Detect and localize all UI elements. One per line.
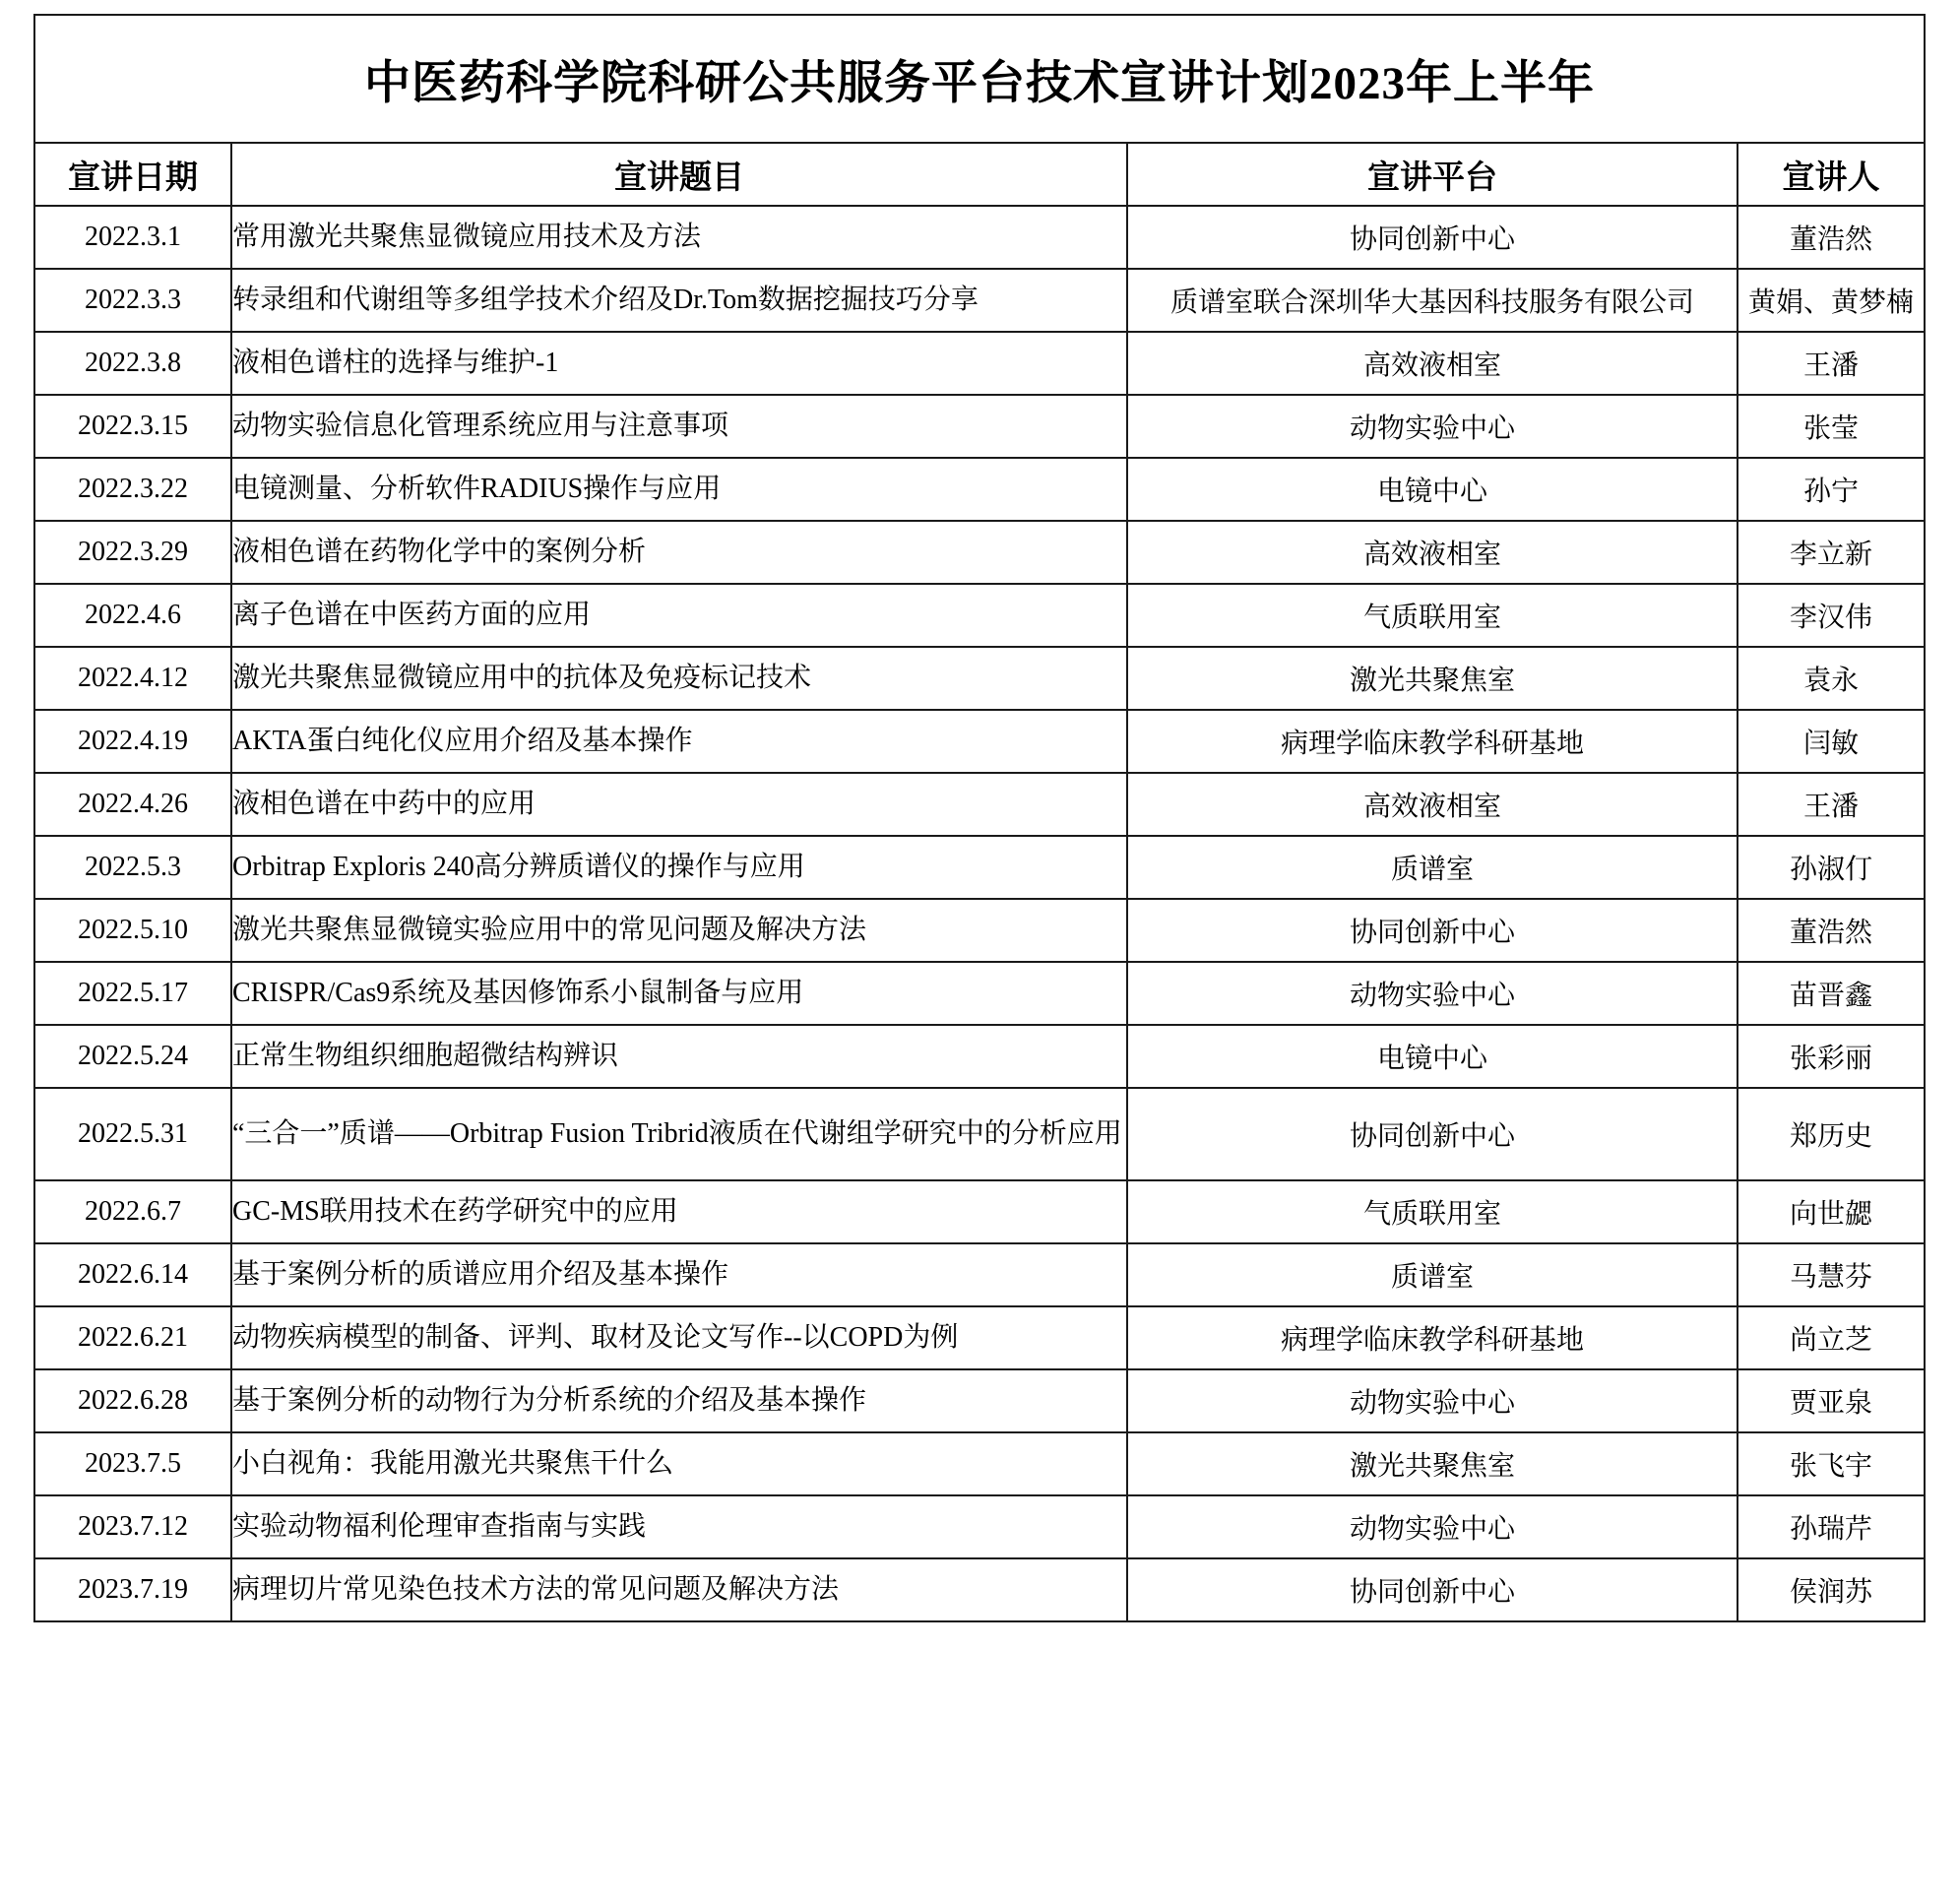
- cell-speaker: 贾亚泉: [1738, 1369, 1925, 1432]
- table-row: [34, 899, 1925, 962]
- cell-date: 2022.4.12: [34, 647, 231, 710]
- cell-date: 2022.6.7: [34, 1180, 231, 1243]
- cell-platform: 电镜中心: [1127, 1025, 1738, 1088]
- schedule-table-body: [34, 15, 1925, 1621]
- table-row: [34, 836, 1925, 899]
- cell-date: 2022.5.17: [34, 962, 231, 1025]
- cell-topic: Orbitrap Exploris 240高分辨质谱仪的操作与应用: [231, 836, 1127, 899]
- cell-topic: 转录组和代谢组等多组学技术介绍及Dr.Tom数据挖掘技巧分享: [231, 269, 1127, 332]
- table-row: [34, 710, 1925, 773]
- cell-platform: 质谱室联合深圳华大基因科技服务有限公司: [1127, 269, 1738, 332]
- cell-platform: 激光共聚焦室: [1127, 647, 1738, 710]
- table-row: [34, 647, 1925, 710]
- table-row: [34, 1558, 1925, 1621]
- cell-speaker: 侯润苏: [1738, 1558, 1925, 1621]
- cell-speaker: 王潘: [1738, 332, 1925, 395]
- cell-platform: 病理学临床教学科研基地: [1127, 710, 1738, 773]
- cell-speaker: 孙瑞芹: [1738, 1495, 1925, 1558]
- table-row: [34, 206, 1925, 269]
- cell-topic: “三合一”质谱——Orbitrap Fusion Tribrid液质在代谢组学研究中的分析应用: [231, 1088, 1127, 1180]
- cell-speaker: 张莹: [1738, 395, 1925, 458]
- table-row: [34, 1088, 1925, 1180]
- cell-platform: 高效液相室: [1127, 332, 1738, 395]
- title-row: [34, 15, 1925, 143]
- cell-platform: 动物实验中心: [1127, 962, 1738, 1025]
- cell-date: 2022.4.19: [34, 710, 231, 773]
- cell-platform: 电镜中心: [1127, 458, 1738, 521]
- cell-date: 2022.3.3: [34, 269, 231, 332]
- cell-topic: 常用激光共聚焦显微镜应用技术及方法: [231, 206, 1127, 269]
- cell-date: 2023.7.5: [34, 1432, 231, 1495]
- cell-platform: 质谱室: [1127, 1243, 1738, 1306]
- table-row: [34, 1025, 1925, 1088]
- table-row: [34, 521, 1925, 584]
- cell-speaker: 闫敏: [1738, 710, 1925, 773]
- cell-speaker: 孙宁: [1738, 458, 1925, 521]
- cell-topic: 液相色谱在药物化学中的案例分析: [231, 521, 1127, 584]
- cell-topic: GC-MS联用技术在药学研究中的应用: [231, 1180, 1127, 1243]
- cell-date: 2022.3.29: [34, 521, 231, 584]
- cell-topic: 离子色谱在中医药方面的应用: [231, 584, 1127, 647]
- table-row: [34, 1495, 1925, 1558]
- table-row: [34, 1243, 1925, 1306]
- cell-topic: 电镜测量、分析软件RADIUS操作与应用: [231, 458, 1127, 521]
- page-title: 中医药科学院科研公共服务平台技术宣讲计划2023年上半年: [34, 15, 1925, 143]
- table-row: [34, 962, 1925, 1025]
- table-row: [34, 1306, 1925, 1369]
- cell-topic: 小白视角：我能用激光共聚焦干什么: [231, 1432, 1127, 1495]
- cell-platform: 协同创新中心: [1127, 899, 1738, 962]
- table-row: [34, 1369, 1925, 1432]
- cell-date: 2022.3.1: [34, 206, 231, 269]
- cell-topic: 实验动物福利伦理审查指南与实践: [231, 1495, 1127, 1558]
- cell-topic: 基于案例分析的质谱应用介绍及基本操作: [231, 1243, 1127, 1306]
- cell-topic: 动物疾病模型的制备、评判、取材及论文写作--以COPD为例: [231, 1306, 1127, 1369]
- table-row: [34, 1432, 1925, 1495]
- cell-platform: 气质联用室: [1127, 1180, 1738, 1243]
- cell-topic: CRISPR/Cas9系统及基因修饰系小鼠制备与应用: [231, 962, 1127, 1025]
- cell-platform: 激光共聚焦室: [1127, 1432, 1738, 1495]
- cell-platform: 质谱室: [1127, 836, 1738, 899]
- table-row: [34, 773, 1925, 836]
- cell-date: 2022.5.24: [34, 1025, 231, 1088]
- cell-speaker: 张飞宇: [1738, 1432, 1925, 1495]
- cell-date: 2022.3.8: [34, 332, 231, 395]
- table-row: [34, 1180, 1925, 1243]
- cell-date: 2022.6.14: [34, 1243, 231, 1306]
- cell-platform: 高效液相室: [1127, 773, 1738, 836]
- cell-topic: AKTA蛋白纯化仪应用介绍及基本操作: [231, 710, 1127, 773]
- column-header-topic: 宣讲题目: [231, 143, 1127, 206]
- table-row: [34, 584, 1925, 647]
- cell-speaker: 王潘: [1738, 773, 1925, 836]
- cell-speaker: 尚立芝: [1738, 1306, 1925, 1369]
- cell-speaker: 向世勰: [1738, 1180, 1925, 1243]
- cell-platform: 协同创新中心: [1127, 1088, 1738, 1180]
- cell-topic: 动物实验信息化管理系统应用与注意事项: [231, 395, 1127, 458]
- column-header-speaker: 宣讲人: [1738, 143, 1925, 206]
- cell-platform: 协同创新中心: [1127, 1558, 1738, 1621]
- table-row: [34, 458, 1925, 521]
- schedule-table: [33, 14, 1926, 1622]
- cell-date: 2022.3.22: [34, 458, 231, 521]
- cell-platform: 病理学临床教学科研基地: [1127, 1306, 1738, 1369]
- cell-speaker: 黄娟、黄梦楠: [1738, 269, 1925, 332]
- cell-speaker: 郑历史: [1738, 1088, 1925, 1180]
- table-row: [34, 395, 1925, 458]
- cell-speaker: 李立新: [1738, 521, 1925, 584]
- cell-date: 2022.5.3: [34, 836, 231, 899]
- cell-platform: 动物实验中心: [1127, 1495, 1738, 1558]
- cell-date: 2022.6.21: [34, 1306, 231, 1369]
- cell-platform: 动物实验中心: [1127, 1369, 1738, 1432]
- cell-platform: 高效液相室: [1127, 521, 1738, 584]
- cell-platform: 协同创新中心: [1127, 206, 1738, 269]
- cell-date: 2022.6.28: [34, 1369, 231, 1432]
- cell-speaker: 苗晋鑫: [1738, 962, 1925, 1025]
- header-row: [34, 143, 1925, 206]
- cell-topic: 正常生物组织细胞超微结构辨识: [231, 1025, 1127, 1088]
- cell-topic: 激光共聚焦显微镜实验应用中的常见问题及解决方法: [231, 899, 1127, 962]
- cell-date: 2023.7.12: [34, 1495, 231, 1558]
- cell-speaker: 董浩然: [1738, 206, 1925, 269]
- cell-topic: 病理切片常见染色技术方法的常见问题及解决方法: [231, 1558, 1127, 1621]
- cell-speaker: 马慧芬: [1738, 1243, 1925, 1306]
- cell-date: 2022.3.15: [34, 395, 231, 458]
- cell-platform: 气质联用室: [1127, 584, 1738, 647]
- table-row: [34, 332, 1925, 395]
- cell-speaker: 李汉伟: [1738, 584, 1925, 647]
- cell-topic: 液相色谱在中药中的应用: [231, 773, 1127, 836]
- cell-speaker: 张彩丽: [1738, 1025, 1925, 1088]
- cell-date: 2022.4.26: [34, 773, 231, 836]
- cell-platform: 动物实验中心: [1127, 395, 1738, 458]
- cell-speaker: 孙淑仃: [1738, 836, 1925, 899]
- cell-date: 2023.7.19: [34, 1558, 231, 1621]
- cell-speaker: 董浩然: [1738, 899, 1925, 962]
- cell-topic: 激光共聚焦显微镜应用中的抗体及免疫标记技术: [231, 647, 1127, 710]
- cell-date: 2022.5.31: [34, 1088, 231, 1180]
- column-header-platform: 宣讲平台: [1127, 143, 1738, 206]
- table-row: [34, 269, 1925, 332]
- cell-topic: 液相色谱柱的选择与维护-1: [231, 332, 1127, 395]
- cell-date: 2022.4.6: [34, 584, 231, 647]
- cell-speaker: 袁永: [1738, 647, 1925, 710]
- column-header-date: 宣讲日期: [34, 143, 231, 206]
- cell-date: 2022.5.10: [34, 899, 231, 962]
- cell-topic: 基于案例分析的动物行为分析系统的介绍及基本操作: [231, 1369, 1127, 1432]
